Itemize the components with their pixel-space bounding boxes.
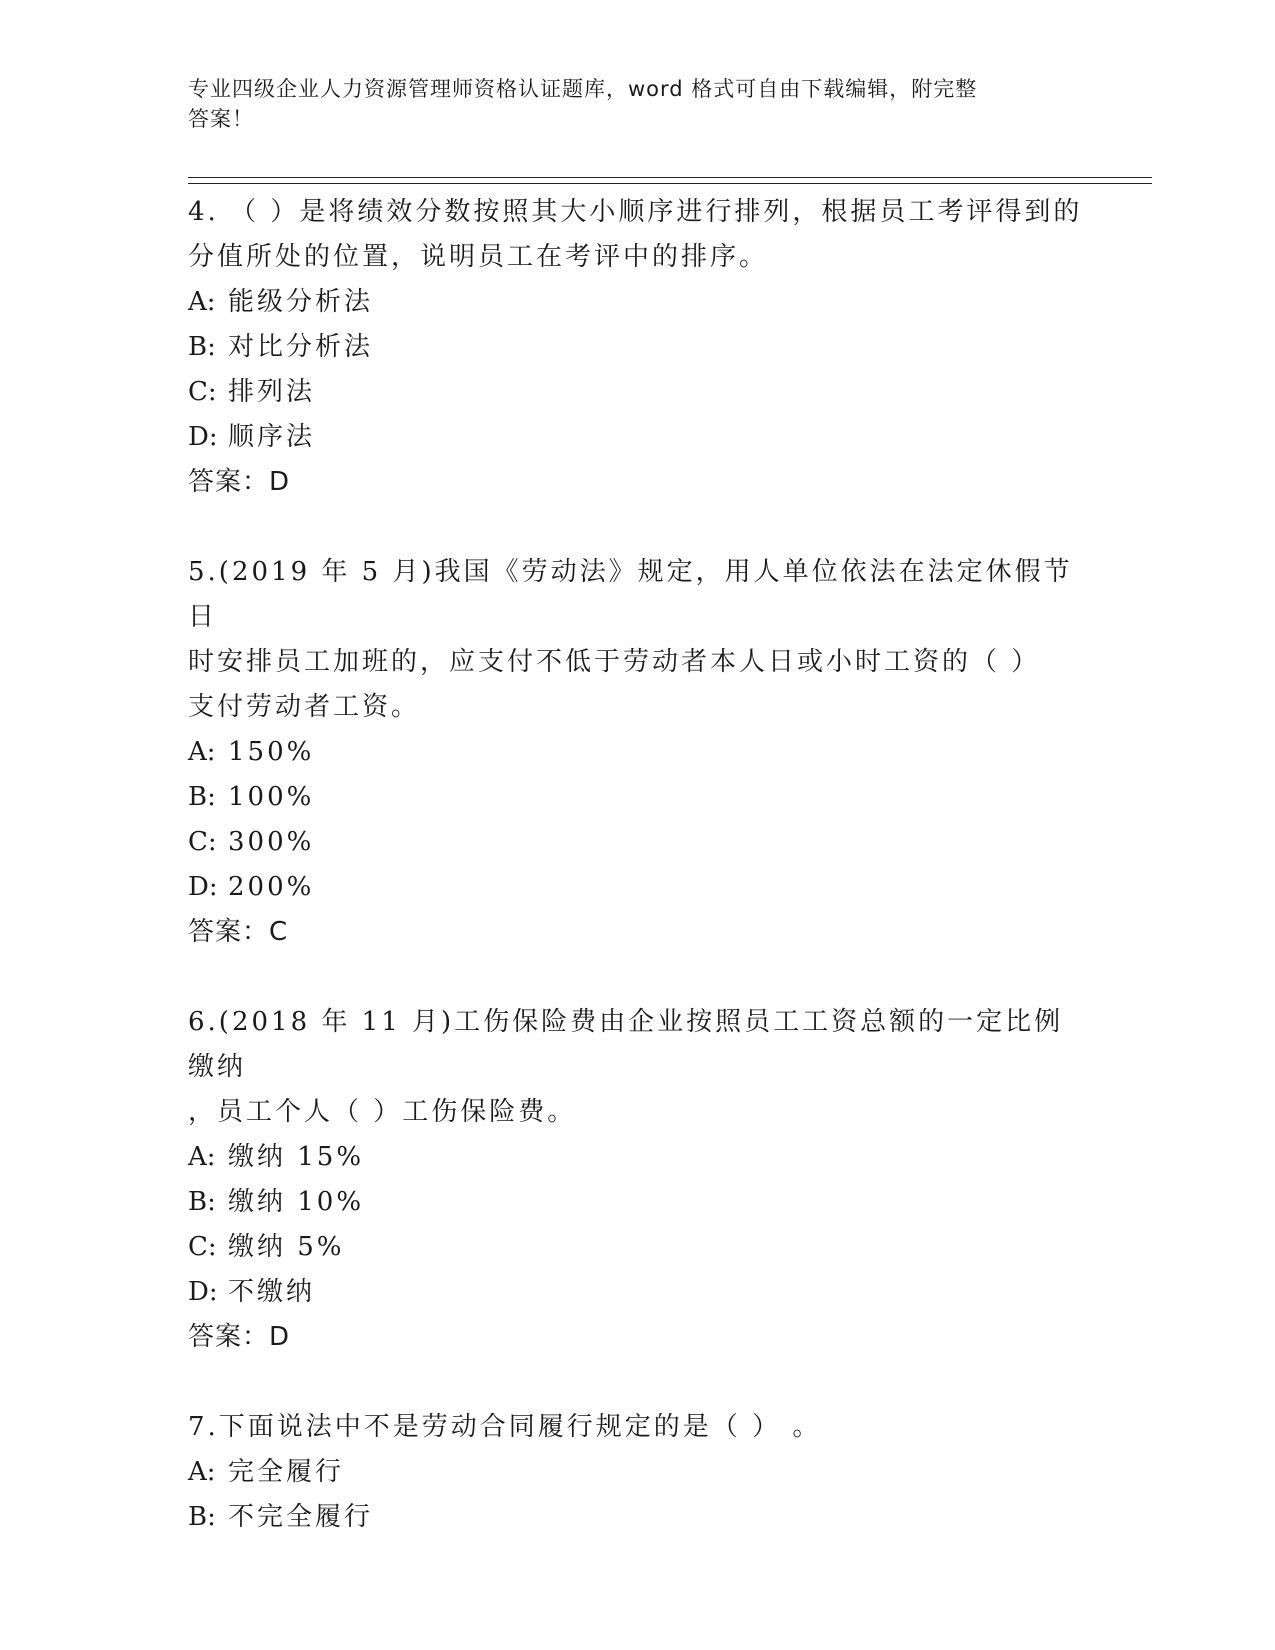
answer-value: D	[269, 1322, 290, 1352]
option-b	[188, 325, 1088, 370]
option-letter: A:	[188, 1142, 216, 1172]
option-text: 顺序法	[228, 422, 316, 452]
answer-label: 答案：	[188, 1322, 270, 1352]
question-text-line: 时安排员工加班的，应支付不低于劳动者本人日或小时工资的（ ）	[188, 647, 1041, 677]
option-letter: D:	[188, 422, 218, 452]
option-text: 200%	[228, 872, 315, 902]
option-d	[188, 1270, 1088, 1315]
question-item-5	[188, 550, 1088, 955]
option-letter: D:	[188, 872, 218, 902]
header-line-2: 答案！	[188, 107, 254, 131]
question-text-line: 6.(2018 年 11 月)工伤保险费由企业按照员工工资总额的一定比例缴纳	[188, 1007, 1064, 1082]
question-item-6	[188, 1000, 1088, 1360]
question-text-line: 5.(2019 年 5 月)我国《劳动法》规定，用人单位依法在法定休假节日	[188, 557, 1073, 632]
option-c	[188, 370, 1088, 415]
option-text: 缴纳 15%	[228, 1142, 365, 1172]
document-header	[188, 74, 1088, 134]
option-b	[188, 1495, 1088, 1540]
answer-line	[188, 1315, 1088, 1360]
question-item-4	[188, 190, 1088, 505]
header-divider-bottom	[188, 183, 1152, 184]
answer-value: D	[269, 467, 290, 497]
header-divider-top	[188, 177, 1152, 178]
option-letter: C:	[188, 1232, 217, 1262]
option-text: 300%	[228, 827, 315, 857]
question-text-line: ，员工个人（ ）工伤保险费。	[188, 1097, 577, 1127]
option-letter: C:	[188, 827, 217, 857]
option-d	[188, 865, 1088, 910]
option-text: 不完全履行	[228, 1502, 374, 1532]
option-text: 150%	[228, 737, 315, 767]
question-text-line: 支付劳动者工资。	[188, 692, 421, 722]
option-letter: B:	[188, 1187, 216, 1217]
option-text: 缴纳 5%	[228, 1232, 345, 1262]
option-text: 不缴纳	[228, 1277, 316, 1307]
option-letter: D:	[188, 1277, 218, 1307]
option-letter: A:	[188, 1457, 216, 1487]
option-text: 缴纳 10%	[228, 1187, 365, 1217]
answer-label: 答案：	[188, 467, 270, 497]
option-text: 完全履行	[228, 1457, 345, 1487]
question-text-line: 分值所处的位置，说明员工在考评中的排序。	[188, 242, 769, 272]
answer-line	[188, 460, 1088, 505]
option-letter: A:	[188, 287, 216, 317]
option-letter: B:	[188, 782, 216, 812]
option-a	[188, 1135, 1088, 1180]
option-letter: A:	[188, 737, 216, 767]
option-a	[188, 1450, 1088, 1495]
option-letter: B:	[188, 1502, 216, 1532]
option-a	[188, 280, 1088, 325]
option-b	[188, 775, 1088, 820]
option-text: 对比分析法	[228, 332, 374, 362]
option-text: 100%	[228, 782, 315, 812]
option-b	[188, 1180, 1088, 1225]
answer-value: C	[269, 917, 288, 947]
answer-label: 答案：	[188, 917, 270, 947]
option-letter: C:	[188, 377, 217, 407]
answer-line	[188, 910, 1088, 955]
option-text: 能级分析法	[228, 287, 374, 317]
option-c	[188, 820, 1088, 865]
option-letter: B:	[188, 332, 216, 362]
option-d	[188, 415, 1088, 460]
question-text-line: 4. （ ）是将绩效分数按照其大小顺序进行排列，根据员工考评得到的	[188, 197, 1083, 227]
question-list	[188, 190, 1088, 1585]
header-line-1: 专业四级企业人力资源管理师资格认证题库，word 格式可自由下载编辑，附完整	[188, 77, 978, 101]
option-text: 排列法	[228, 377, 316, 407]
question-item-7	[188, 1405, 1088, 1540]
question-text-line: 7.下面说法中不是劳动合同履行规定的是（ ） 。	[188, 1412, 822, 1442]
option-a	[188, 730, 1088, 775]
option-c	[188, 1225, 1088, 1270]
